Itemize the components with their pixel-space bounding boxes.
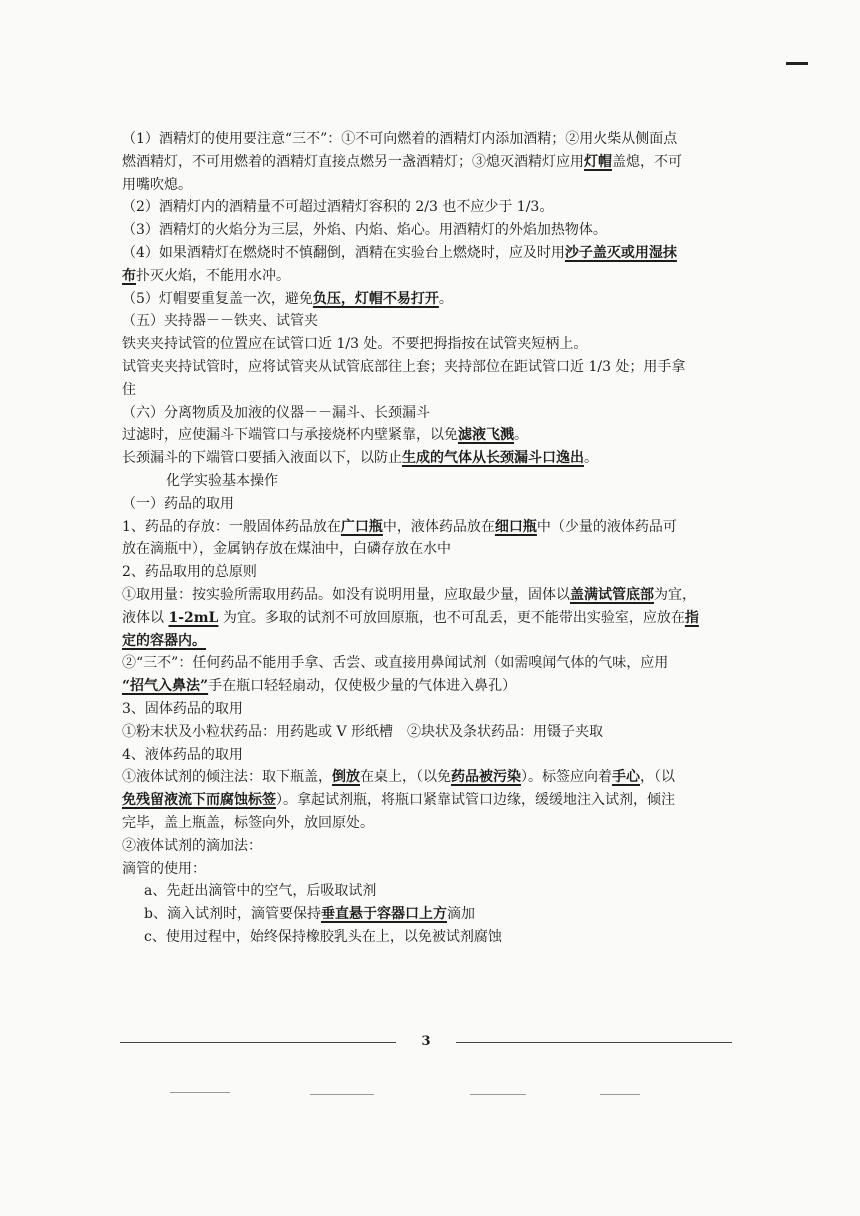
chapter-title (122, 470, 734, 493)
text-segment: （一）药品的取用 (122, 495, 234, 512)
underlined-key-phrase: 生成的气体从长颈漏斗口逸出 (402, 450, 584, 467)
text-segment: （3）酒精灯的火焰分为三层，外焰、内焰、焰心。用酒精灯的外焰加热物体。 (122, 222, 607, 239)
underlined-key-phrase: 指 (684, 609, 699, 626)
text-line (122, 516, 734, 539)
scan-artifact-line (600, 1094, 640, 1095)
scan-artifact-line (310, 1094, 374, 1095)
document-body (122, 128, 734, 949)
text-segment: （5）灯帽要重复盖一次，避免 (122, 290, 313, 307)
underlined-key-phrase: 免残留液流下而腐蚀标签 (122, 792, 276, 809)
text-segment: 盖熄，不可 (612, 153, 682, 170)
text-line (122, 151, 734, 174)
text-line (122, 880, 734, 903)
text-segment: （1）酒精灯的使用要注意“三不”：①不可向燃着的酒精灯内添加酒精；②用火柴从侧面点 (122, 131, 678, 147)
text-line (122, 265, 734, 288)
footer-rule-right (456, 1042, 732, 1043)
text-line (122, 835, 734, 858)
underlined-key-phrase: 1-2mL (168, 609, 219, 626)
page-footer (120, 1034, 732, 1054)
text-segment: 1、药品的存放：一般固体药品放在 (122, 518, 341, 535)
text-segment: 中（少量的液体药品可 (536, 518, 677, 535)
text-line (122, 196, 734, 219)
text-line (122, 288, 734, 311)
text-segment: ②液体试剂的滴加法： (122, 837, 262, 854)
text-line (122, 128, 734, 151)
underlined-key-phrase: 灯帽 (584, 153, 612, 170)
text-segment: 。 (438, 290, 453, 307)
text-line (122, 538, 734, 561)
text-line (122, 766, 734, 789)
text-line (122, 333, 734, 356)
underlined-key-phrase: 定的容器内。 (122, 632, 206, 649)
text-segment: 手在瓶口轻轻扇动，仅使极少量的气体进入鼻孔） (208, 678, 517, 695)
underlined-key-phrase: 布 (122, 267, 136, 284)
text-line (122, 174, 734, 197)
text-segment: 中，液体药品放在 (382, 518, 495, 535)
text-segment: 住 (122, 381, 136, 398)
text-line (122, 721, 734, 744)
text-segment: 扑灭火焰，不能用水冲。 (136, 267, 290, 284)
text-segment: 3、固体药品的取用 (122, 700, 243, 717)
text-segment: 4、液体药品的取用 (122, 746, 243, 763)
section-heading (122, 402, 734, 425)
text-line (122, 219, 734, 242)
scan-artifact-line (170, 1092, 230, 1093)
text-segment: （六）分离物质及加液的仪器－－漏斗、长颈漏斗 (122, 404, 430, 421)
text-line (122, 607, 734, 630)
scan-artifact-line (470, 1094, 526, 1095)
underlined-key-phrase: 盖满试管底部 (570, 586, 654, 603)
text-segment: ①取用量：按实验所需取用药品。如没有说明用量，应取最少量，固体以 (122, 586, 570, 603)
text-line (122, 926, 734, 949)
footer-rule-left (120, 1042, 396, 1043)
text-segment: 过滤时，应使漏斗下端管口与承接烧杯内壁紧靠，以免 (122, 427, 458, 444)
text-segment: 为宜。多取的试剂不可放回原瓶，也不可乱丢，更不能带出实验室，应放在 (218, 609, 685, 626)
text-segment: （4）如果酒精灯在燃烧时不慎翻倒，酒精在实验台上燃烧时，应及时用 (122, 244, 565, 261)
text-segment: ，（以 (640, 769, 675, 786)
text-segment: ）。拿起试剂瓶，将瓶口紧靠试管口边缘，缓缓地注入试剂，倾注 (276, 792, 675, 809)
text-line (122, 744, 734, 767)
underlined-key-phrase: 沙子盖灭或用湿抹 (564, 244, 677, 261)
text-segment: 用嘴吹熄。 (122, 176, 192, 193)
underlined-key-phrase: “招气入鼻法” (122, 678, 209, 695)
page-number: 3 (421, 1034, 431, 1049)
text-line (122, 630, 734, 653)
text-segment: 化学实验基本操作 (166, 472, 278, 489)
text-segment: 放在滴瓶中），金属钠存放在煤油中，白磷存放在水中 (122, 541, 451, 558)
section-heading (122, 493, 734, 516)
text-line (122, 858, 734, 881)
corner-dash-mark (786, 62, 808, 65)
text-line (122, 652, 734, 675)
text-line (122, 447, 734, 470)
underlined-key-phrase: 广口瓶 (340, 518, 383, 535)
text-segment: 完毕，盖上瓶盖，标签向外，放回原处。 (122, 814, 374, 831)
underlined-key-phrase: 药品被污染 (451, 769, 521, 786)
text-segment: （2）酒精灯内的酒精量不可超过酒精灯容积的 2/3 也不应少于 1/3。 (122, 199, 554, 216)
text-segment: ①液体试剂的倾注法：取下瓶盖， (122, 769, 332, 786)
text-segment: 铁夹夹持试管的位置应在试管口近 1/3 处。不要把拇指按在试管夹短柄上。 (122, 336, 588, 353)
text-line (122, 789, 734, 812)
text-segment: a、先赶出滴管中的空气，后吸取试剂 (144, 883, 377, 900)
text-segment: 长颈漏斗的下端管口要插入液面以下，以防止 (122, 450, 402, 467)
text-line (122, 379, 734, 402)
text-line (122, 242, 734, 265)
text-line (122, 356, 734, 379)
underlined-key-phrase: 细口瓶 (494, 518, 537, 535)
text-segment: b、滴入试剂时，滴管要保持 (144, 906, 321, 923)
text-line (122, 698, 734, 721)
underlined-key-phrase: 滤液飞溅 (458, 427, 514, 444)
text-segment: c、使用过程中，始终保持橡胶乳头在上，以免被试剂腐蚀 (144, 928, 502, 945)
text-line (122, 584, 734, 607)
text-segment: 。 (514, 427, 528, 444)
underlined-key-phrase: 负压，灯帽不易打开 (312, 290, 439, 307)
text-segment: 试管夹夹持试管时，应将试管夹从试管底部往上套；夹持部位在距试管口近 1/3 处；用手拿 (122, 358, 686, 375)
underlined-key-phrase: 手心 (612, 769, 640, 786)
section-heading (122, 310, 734, 333)
text-segment: 在桌上，（以免 (360, 769, 451, 786)
text-segment: 滴管的使用： (122, 860, 206, 877)
text-segment: （五）夹持器－－铁夹、试管夹 (122, 313, 318, 330)
text-segment: 燃酒精灯，不可用燃着的酒精灯直接点燃另一盏酒精灯；③熄灭酒精灯应用 (122, 153, 584, 170)
text-segment: ②“三不”：任何药品不能用手拿、舌尝、或直接用鼻闻试剂（如需嗅闻气体的气味，应用 (122, 655, 669, 672)
text-line (122, 424, 734, 447)
text-segment: 液体以 (122, 609, 169, 626)
text-line (122, 675, 734, 698)
text-segment: 2、药品取用的总原则 (122, 564, 257, 581)
underlined-key-phrase: 垂直悬于容器口上方 (320, 906, 447, 923)
text-segment: 为宜， (654, 586, 696, 603)
text-segment: 滴加 (446, 906, 475, 923)
text-line (122, 561, 734, 584)
text-line (122, 903, 734, 926)
text-segment: ①粉末状及小粒状药品：用药匙或 V 形纸槽 ②块状及条状药品：用镊子夹取 (122, 723, 604, 740)
underlined-key-phrase: 倒放 (332, 769, 360, 786)
text-segment: 。 (584, 450, 598, 467)
text-line (122, 812, 734, 835)
text-segment: ）。标签应向着 (521, 769, 612, 786)
